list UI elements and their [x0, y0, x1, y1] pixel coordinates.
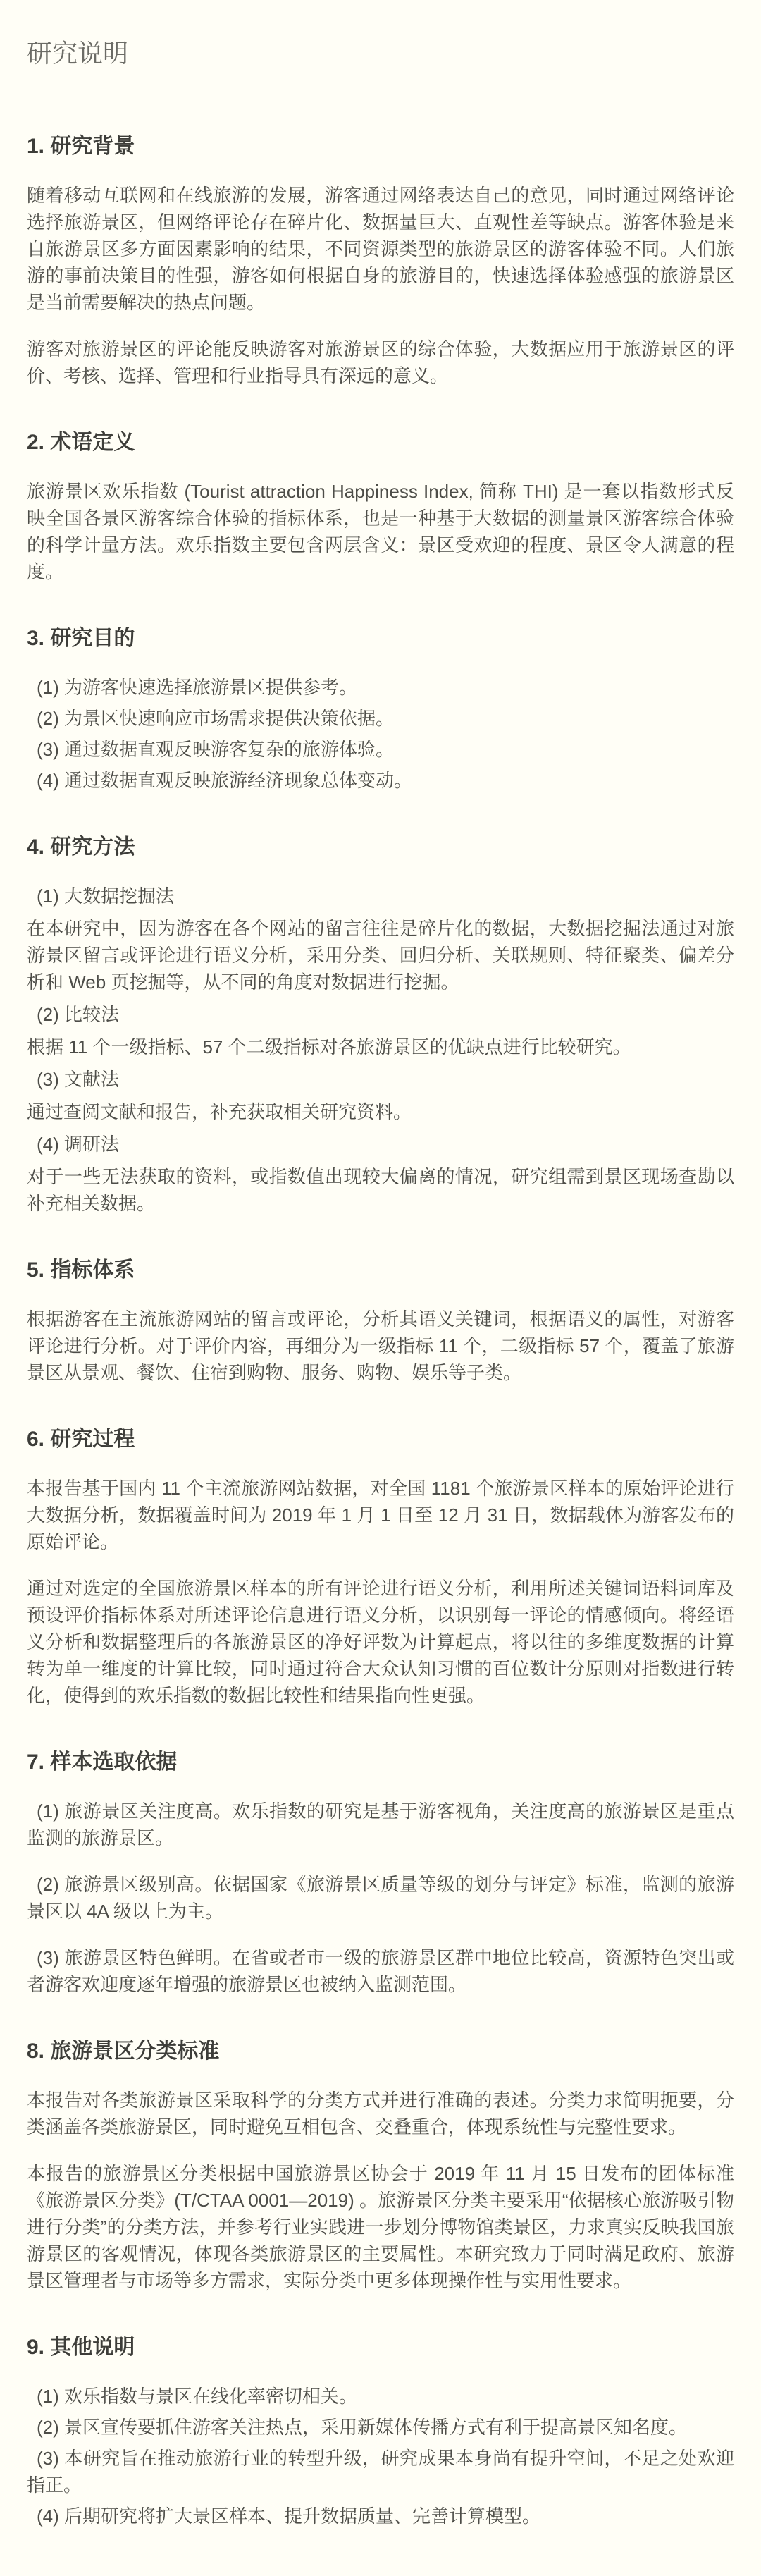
paragraph: 通过查阅文献和报告，补充获取相关研究资料。 [27, 1101, 412, 1122]
paragraph: 随着移动互联网和在线旅游的发展，游客通过网络表达自己的意见，同时通过网络评论选择旅游景区，但网络评论存在碎片化、数据量巨大、直观性差等缺点。游客体验是来自旅游景区多方面因素影响的结果，不同资源类型的旅游景区的游客体验不同。人们旅游的事前决策目的性强，游客如何根据自身的旅游目的，快速选择体验感强的旅游景区是当前需要解决的热点问题。 [27, 185, 734, 313]
section-heading: 9. 其他说明 [27, 2336, 135, 2359]
section-heading: 2. 术语定义 [27, 431, 135, 454]
paragraph: 本报告对各类旅游景区采取科学的分类方式并进行准确的表述。分类力求简明扼要，分类涵盖各类旅游景区，同时避免互相包含、交叠重合，体现系统性与完整性要求。 [27, 2090, 734, 2138]
section-sample-selection [27, 1748, 734, 1998]
paragraph: 根据游客在主流旅游网站的留言或评论，分析其语义关键词，根据语义的属性，对游客评论进行分析。对于评价内容，再细分为一级指标 11 个，二级指标 57 个，覆盖了旅游景区从景观、餐饮、住宿到购物、服务、购物、娱乐等子类。 [27, 1308, 734, 1383]
list-item: (1) 大数据挖掘法 [37, 885, 175, 907]
list-item: (2) 景区宣传要抓住游客关注热点，采用新媒体传播方式有利于提高景区知名度。 [37, 2417, 688, 2438]
paragraph: 在本研究中，因为游客在各个网站的留言往往是碎片化的数据，大数据挖掘法通过对旅游景区留言或评论进行语义分析，采用分类、回归分析、关联规则、特征聚类、偏差分析和 Web 页挖掘等，从不同的角度对数据进行挖掘。 [27, 918, 734, 993]
list-item: (2) 旅游景区级别高。依据国家《旅游景区质量等级的划分与评定》标准，监测的旅游景区以 4A 级以上为主。 [27, 1874, 734, 1922]
section-other-notes [27, 2333, 734, 2529]
list-item: (3) 旅游景区特色鲜明。在省或者市一级的旅游景区群中地位比较高，资源特色突出或者游客欢迎度逐年增强的旅游景区也被纳入监测范围。 [27, 1947, 734, 1995]
paragraph: 游客对旅游景区的评论能反映游客对旅游景区的综合体验，大数据应用于旅游景区的评价、考核、选择、管理和行业指导具有深远的意义。 [27, 338, 734, 386]
paragraph: 本报告基于国内 11 个主流旅游网站数据，对全国 1181 个旅游景区样本的原始评论进行大数据分析，数据覆盖时间为 2019 年 1 月 1 日至 12 月 31 日，数据载体为游客发布的原始评论。 [27, 1478, 734, 1552]
section-classification-standard [27, 2037, 734, 2294]
list-item: (3) 文献法 [37, 1069, 120, 1090]
list-item: (2) 为景区快速响应市场需求提供决策依据。 [37, 708, 395, 729]
section-heading: 8. 旅游景区分类标准 [27, 2040, 220, 2063]
list-item: (2) 比较法 [37, 1004, 120, 1025]
list-item: (1) 欢乐指数与景区在线化率密切相关。 [37, 2386, 358, 2407]
section-indicator-system [27, 1256, 734, 1386]
page-title: 研究说明 [27, 39, 129, 68]
list-item: (4) 通过数据直观反映旅游经济现象总体变动。 [37, 770, 413, 791]
paragraph: 本报告的旅游景区分类根据中国旅游景区协会于 2019 年 11 月 15 日发布的团体标准《旅游景区分类》(T/CTAA 0001—2019) 。旅游景区分类主要采用“依据核心旅游吸引物进行分类”的分类方法，并参考行业实践进一步划分博物馆类景区，力求真实反映我国旅游景区的客观情况，体现各类旅游景区的主要属性。本研究致力于同时满足政府、旅游景区管理者与市场等多方需求，实际分类中更多体现操作性与实用性要求。 [27, 2163, 734, 2291]
section-research-process [27, 1425, 734, 1709]
section-research-method [27, 833, 734, 1217]
section-heading: 7. 样本选取依据 [27, 1750, 178, 1774]
paragraph: 对于一些无法获取的资料，或指数值出现较大偏离的情况，研究组需到景区现场查勘以补充相关数据。 [27, 1166, 734, 1214]
list-item: (3) 本研究旨在推动旅游行业的转型升级，研究成果本身尚有提升空间，不足之处欢迎指正。 [27, 2448, 734, 2496]
list-item: (1) 旅游景区关注度高。欢乐指数的研究是基于游客视角，关注度高的旅游景区是重点监测的旅游景区。 [27, 1801, 734, 1848]
section-term-definition [27, 429, 734, 585]
section-heading: 3. 研究目的 [27, 627, 135, 650]
paragraph: 根据 11 个一级指标、57 个二级指标对各旅游景区的优缺点进行比较研究。 [27, 1036, 631, 1057]
list-item: (3) 通过数据直观反映游客复杂的旅游体验。 [37, 739, 395, 760]
list-item: (4) 调研法 [37, 1134, 120, 1155]
section-research-background [27, 133, 734, 389]
paragraph: 旅游景区欢乐指数 (Tourist attraction Happiness Index, 简称 THI) 是一套以指数形式反映全国各景区游客综合体验的指标体系，也是一种基于大数据的测量景区游客综合体验的科学计量方法。欢乐指数主要包含两层含义：景区受欢迎的程度、景区令人满意的程度。 [27, 481, 734, 582]
section-heading: 5. 指标体系 [27, 1258, 135, 1282]
section-research-purpose [27, 625, 734, 794]
section-heading: 4. 研究方法 [27, 835, 135, 859]
list-item: (1) 为游客快速选择旅游景区提供参考。 [37, 677, 358, 698]
paragraph: 通过对选定的全国旅游景区样本的所有评论进行语义分析，利用所述关键词语料词库及预设评价指标体系对所述评论信息进行语义分析，以识别每一评论的情感倾向。将经语义分析和数据整理后的各旅游景区的净好评数为计算起点，将以往的多维度数据的计算转为单一维度的计算比较，同时通过符合大众认知习惯的百位数计分原则对指数进行转化，使得到的欢乐指数的数据比较性和结果指向性更强。 [27, 1578, 734, 1706]
section-heading: 1. 研究背景 [27, 135, 135, 158]
section-heading: 6. 研究过程 [27, 1428, 135, 1451]
list-item: (4) 后期研究将扩大景区样本、提升数据质量、完善计算模型。 [37, 2506, 541, 2527]
